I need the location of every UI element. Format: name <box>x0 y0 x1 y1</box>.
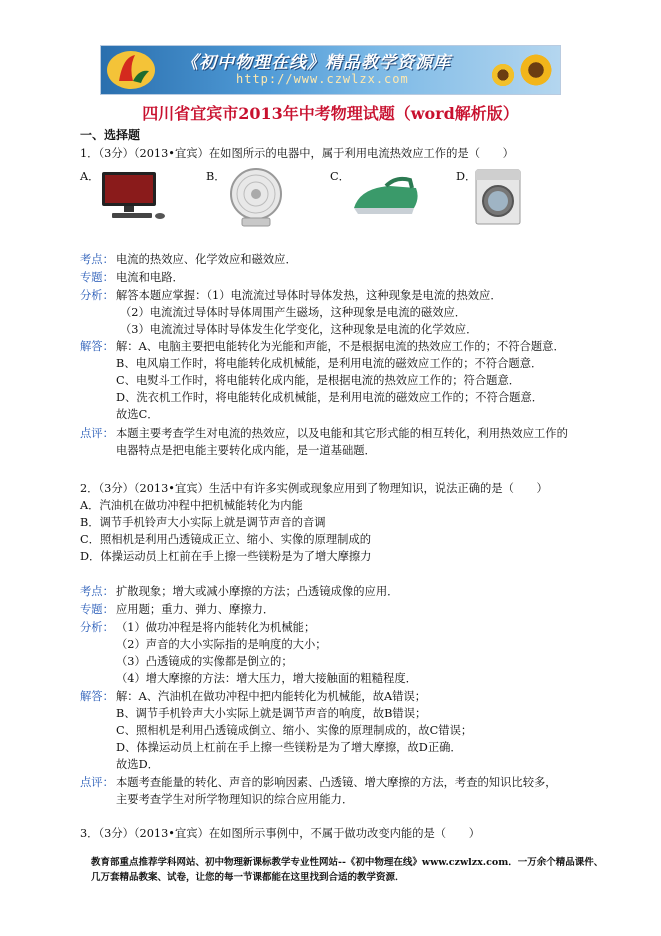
q2-fenxi-line: （2）声音的大小实际指的是响度的大小； <box>116 638 327 651</box>
q1-zhuanti: 电流和电路． <box>116 271 184 284</box>
q2-fenxi-line: （4）增大摩擦的方法：增大压力，增大接触面的粗糙程度． <box>116 672 417 685</box>
q2-jieda-line: 解：A、汽油机在做功冲程中把内能转化为机械能，故A错误； <box>116 690 427 703</box>
q2-zhuanti-label: 专题： <box>80 603 114 616</box>
q2-kaodian-label: 考点： <box>80 585 114 598</box>
q1-option-d: D． <box>456 170 477 183</box>
q1-fenxi-line: （3）电流流过导体时导体发生化学变化，这种现象是电流的化学效应． <box>120 323 478 336</box>
electric-iron-icon <box>350 174 422 218</box>
q2-stem: 2．（3分）（2013•宜宾）生活中有许多实例或现象应用到了物理知识，说法正确的是（ ） <box>80 482 548 495</box>
q1-jieda-line: 故选C． <box>116 408 159 421</box>
q1-dianping-line: 电器特点是把电能主要转化成内能，是一道基础题． <box>116 444 376 457</box>
header-banner <box>101 46 560 94</box>
q1-jieda-line: B、电风扇工作时，将电能转化成机械能，是利用电流的磁效应工作的；不符合题意． <box>116 357 543 370</box>
q1-option-b: B． <box>206 170 226 183</box>
q1-jieda-line: D、洗衣机工作时，将电能转化成机械能，是利用电流的磁效应工作的；不符合题意． <box>116 391 544 404</box>
footer-line: 教育部重点推荐学科网站、初中物理新课标教学专业性网站--《初中物理在线》www.czwlzx.com．一万余个精品课件、 <box>91 857 604 868</box>
q2-dianping-line: 主要考查学生对所学物理知识的综合应用能力． <box>116 793 354 806</box>
q2-fenxi-line: （3）凸透镜成的实像都是倒立的； <box>116 655 293 668</box>
q2-zhuanti: 应用题；重力、弹力、摩擦力． <box>116 603 275 616</box>
q1-kaodian: 电流的热效应、化学效应和磁效应． <box>116 253 297 266</box>
q1-fenxi-line: 解答本题应掌握：（1）电流流过导体时导体发热，这种现象是电流的热效应． <box>116 289 502 302</box>
sunflower-icon <box>518 52 554 88</box>
washing-machine-icon <box>474 168 522 226</box>
q2-dianping-line: 本题考查能量的转化、声音的影响因素、凸透镜、增大摩擦的方法，考查的知识比较多， <box>116 776 557 789</box>
q1-fenxi-line: （2）电流流过导体时导体周围产生磁场，这种现象是电流的磁效应． <box>120 306 467 319</box>
q2-option-c: C．照相机是利用凸透镜成正立、缩小、实像的原理制成的 <box>80 533 372 546</box>
q2-jieda-line: C、照相机是利用凸透镜成倒立、缩小、实像的原理制成的，故C错误； <box>116 724 473 737</box>
sunflower-icon <box>490 62 516 88</box>
q1-option-c: C． <box>330 170 350 183</box>
q2-option-d: D．体操运动员上杠前在手上擦一些镁粉是为了增大摩擦力 <box>80 550 372 563</box>
document-title: 四川省宜宾市2013年中考物理试题（word解析版） <box>142 104 519 123</box>
q2-kaodian: 扩散现象；增大或减小摩擦的方法；凸透镜成像的应用． <box>116 585 399 598</box>
section-heading: 一、选择题 <box>80 128 141 142</box>
q2-jieda-line: D、体操运动员上杠前在手上擦一些镁粉是为了增大摩擦，故D正确． <box>116 741 462 754</box>
site-url[interactable]: http://www.czwlzx.com <box>236 72 409 86</box>
q2-jieda-label: 解答： <box>80 690 114 703</box>
q1-stem: 1．（3分）（2013•宜宾）在如图所示的电器中，属于利用电流热效应工作的是（ ） <box>80 147 514 160</box>
q1-jieda-label: 解答： <box>80 340 114 353</box>
q3-stem: 3．（3分）（2013•宜宾）在如图所示事例中，不属于做功改变内能的是（ ） <box>80 827 480 840</box>
site-logo-icon <box>105 49 157 91</box>
q1-zhuanti-label: 专题： <box>80 271 114 284</box>
footer-line: 几万套精品教案、试卷，让您的每一节课都能在这里找到合适的教学资源． <box>91 872 405 883</box>
q2-option-b: B．调节手机铃声大小实际上就是调节声音的音调 <box>80 516 326 529</box>
q2-fenxi-label: 分析： <box>80 621 114 634</box>
q1-kaodian-label: 考点： <box>80 253 114 266</box>
q1-fenxi-label: 分析： <box>80 289 114 302</box>
q1-dianping-label: 点评： <box>80 427 114 440</box>
q2-jieda-line: B、调节手机铃声大小实际上就是调节声音的响度，故B错误； <box>116 707 427 720</box>
q1-dianping-line: 本题主要考查学生对电流的热效应，以及电能和其它形式能的相互转化，利用热效应工作的 <box>116 427 568 440</box>
electric-fan-icon <box>228 166 284 228</box>
site-name: 《初中物理在线》精品教学资源库 <box>181 53 451 73</box>
q1-jieda-line: 解：A、电脑主要把电能转化为光能和声能，不是根据电流的热效应工作的；不符合题意． <box>116 340 565 353</box>
q2-option-a: A．汽油机在做功冲程中把机械能转化为内能 <box>80 499 303 512</box>
q2-fenxi-line: （1）做功冲程是将内能转化为机械能； <box>116 621 316 634</box>
q2-jieda-line: 故选D． <box>116 758 159 771</box>
desktop-computer-icon <box>100 170 170 222</box>
q1-jieda-line: C、电熨斗工作时，将电能转化成内能，是根据电流的热效应工作的；符合题意． <box>116 374 521 387</box>
q2-dianping-label: 点评： <box>80 776 114 789</box>
q1-option-a: A． <box>80 170 100 183</box>
